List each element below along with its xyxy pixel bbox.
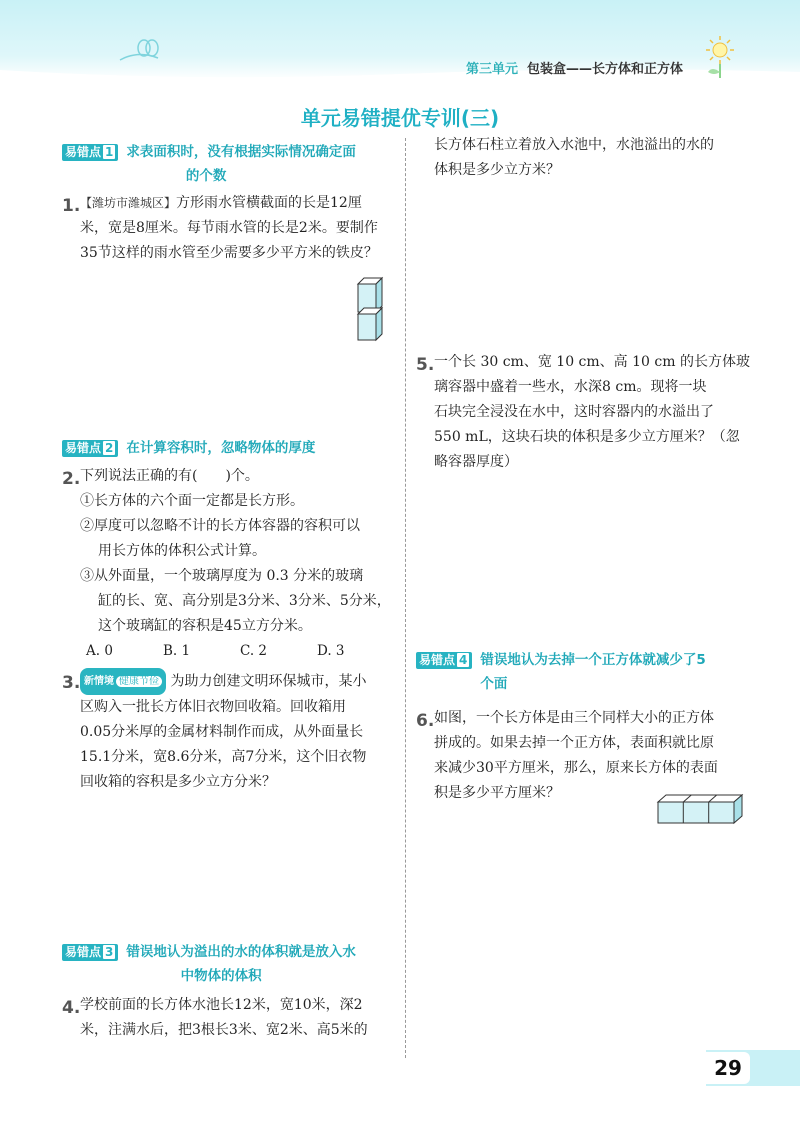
flower-icon: [700, 34, 740, 80]
page-number: 29: [706, 1052, 750, 1084]
question-1: 【潍坊市潍城区】方形雨水管横截面的长是12厘 米，宽是8厘米。每节雨水管的长是2米。要制作 35节这样的雨水管至少需要多少平方米的铁皮？: [80, 195, 378, 261]
error-point-badge: 易错点 1: [62, 144, 118, 161]
question-number: 1.: [62, 196, 81, 216]
choice-b[interactable]: B. 1: [163, 643, 191, 659]
question-3: 新情境 健康节俭 为助力创建文明环保城市，某小 区购入一批长方体旧衣物回收箱。回收箱用 0.05分米厚的金属材料制作而成，从外面量长 15.1分米，宽8.6分米，高7分米，这个旧衣物 回收箱的容积是多少立方分米？: [80, 668, 400, 795]
question-4-continued: 长方体石柱立着放入水池中，水池溢出的水的 体积是多少立方米？: [434, 137, 714, 178]
new-situation-badge: 新情境 健康节俭: [80, 668, 166, 695]
error-point-3: [62, 944, 397, 988]
question-number: 3.: [62, 673, 81, 693]
error-point-badge: 易错点 2: [62, 440, 118, 457]
choice-d[interactable]: D. 3: [317, 643, 345, 659]
question-number: 4.: [62, 998, 81, 1018]
unit-label: 第三单元: [466, 62, 519, 77]
butterfly-icon: [118, 38, 168, 68]
question-6: 如图，一个长方体是由三个同样大小的正方体 拼成的。如果去掉一个正方体，表面积就比原 来减少30平方厘米，那么，原来长方体的表面 积是多少平方厘米？: [434, 710, 718, 801]
error-point-text: 求表面积时，没有根据实际情况确定面 的个数: [126, 144, 356, 184]
question-2: 下列说法正确的有( )个。 ①长方体的六个面一定都是长方形。 ②厚度可以忽略不计的长方体容器的容积可以 用长方体的体积公式计算。 ③从外面量，一个玻璃厚度为 0.3 分米的玻璃 缸的长、宽、高分别是3分米、3分米、5分米， 这个玻璃缸的容积是45立方分米。: [80, 468, 391, 634]
unit-title: 包装盒——长方体和正方体: [527, 62, 684, 77]
error-point-text: 错误地认为去掉一个正方体就减少了5 个面: [480, 652, 706, 692]
choice-a[interactable]: A. 0: [86, 643, 113, 659]
question-4: 学校前面的长方体水池长12米，宽10米，深2 米，注满水后，把3根长3米、宽2米、高5米的: [80, 997, 368, 1038]
error-point-1: [62, 144, 397, 188]
question-number: 2.: [62, 469, 81, 489]
source-tag: 【潍坊市潍城区】: [80, 196, 177, 210]
column-divider: [405, 138, 406, 1058]
question-number: 6.: [416, 711, 435, 731]
error-point-badge: 易错点 4: [416, 652, 472, 669]
choice-c[interactable]: C. 2: [240, 643, 268, 659]
error-point-4: [416, 652, 756, 696]
error-point-2: [62, 440, 397, 460]
error-point-text: 错误地认为溢出的水的体积就是放入水 中物体的体积: [126, 944, 356, 984]
answer-choices: [86, 643, 394, 659]
page-title: 单元易错提优专训(三): [300, 106, 500, 130]
three-cubes-figure: [656, 793, 746, 825]
question-number: 5.: [416, 355, 435, 375]
rain-pipe-figure: [354, 276, 384, 342]
question-5: 一个长 30 cm、宽 10 cm、高 10 cm 的长方体玻 璃容器中盛着一些水，水深8 cm。现将一块 石块完全浸没在水中，这时容器内的水溢出了 550 mL，这块石块的体积是多少立方厘米？（忽 略容器厚度）: [434, 354, 750, 470]
error-point-badge: 易错点 3: [62, 944, 118, 961]
error-point-text: 在计算容积时，忽略物体的厚度: [126, 440, 316, 456]
